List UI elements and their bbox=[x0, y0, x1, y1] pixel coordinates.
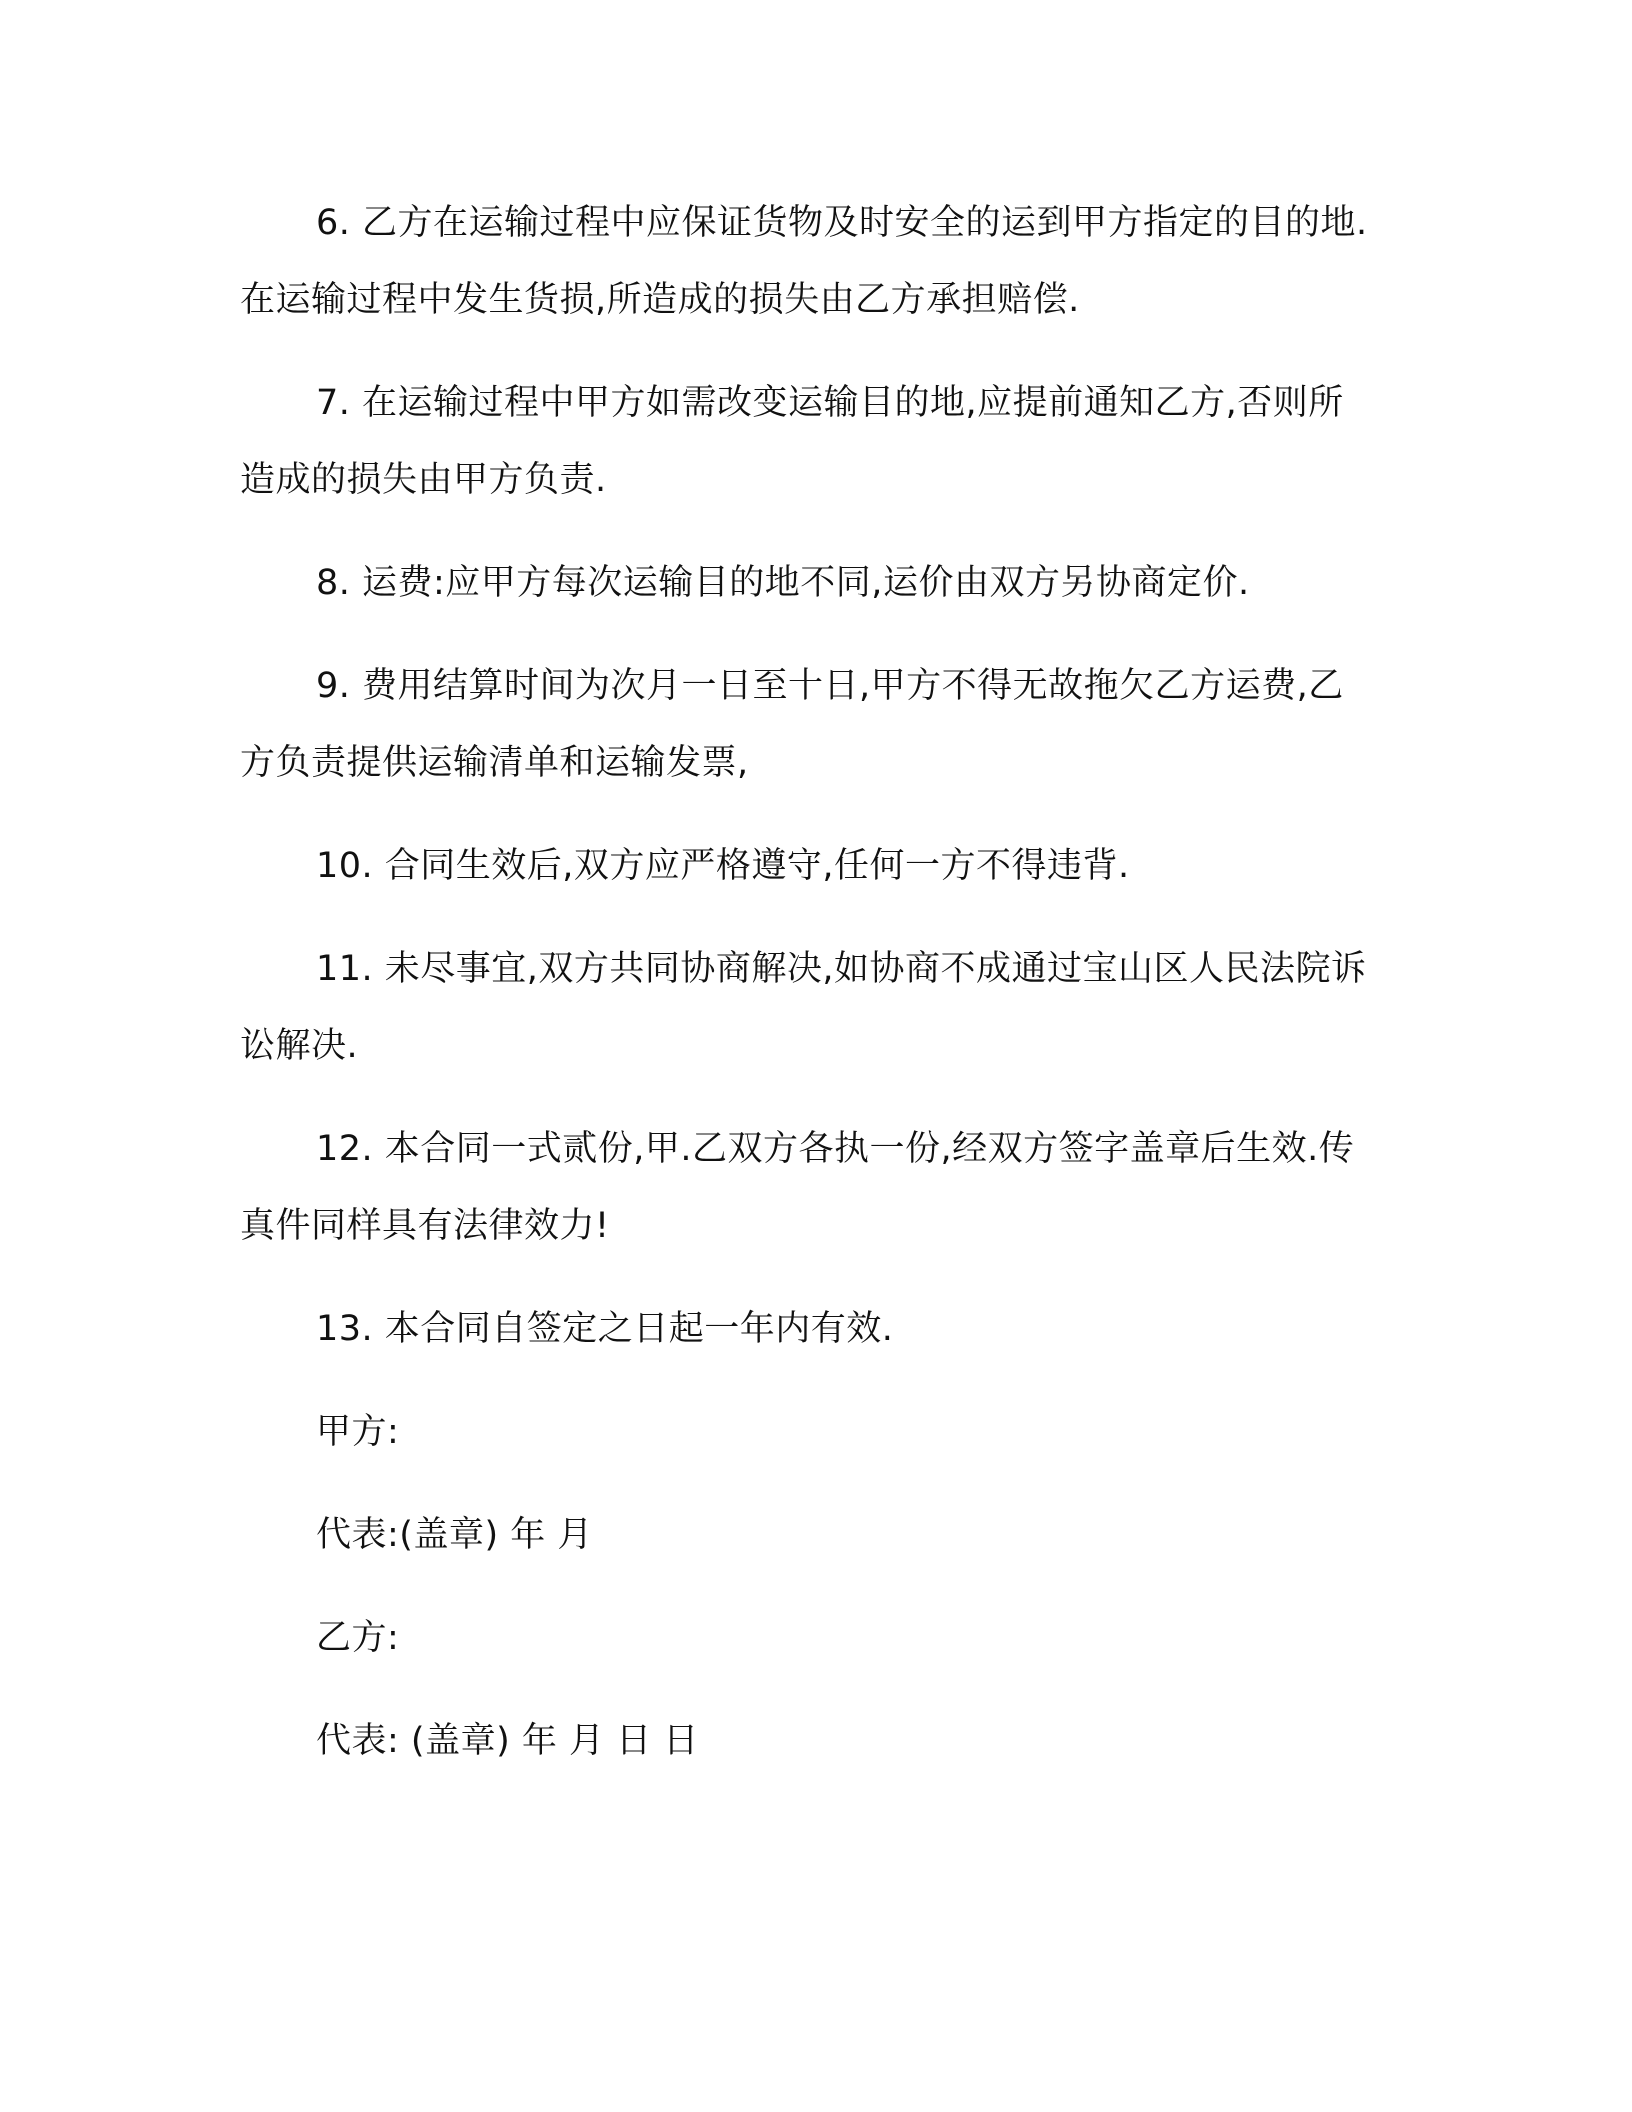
party-a-label: 甲方: bbox=[316, 1412, 400, 1452]
clause-7: 7. 在运输过程中甲方如需改变运输目的地,应提前通知乙方,否则所造成的损失由甲方负责. bbox=[240, 383, 1344, 500]
party-b-label: 乙方: bbox=[316, 1618, 400, 1658]
party-b-representative: 代表: (盖章) 年 月 日 日 bbox=[316, 1721, 699, 1761]
clause-13: 13. 本合同自签定之日起一年内有效. bbox=[316, 1309, 894, 1349]
clause-10: 10. 合同生效后,双方应严格遵守,任何一方不得违背. bbox=[316, 846, 1130, 886]
party-a-representative: 代表:(盖章) 年 月 bbox=[316, 1515, 593, 1555]
clause-11: 11. 未尽事宜,双方共同协商解决,如协商不成通过宝山区人民法院诉讼解决. bbox=[240, 949, 1367, 1066]
clause-8: 8. 运费:应甲方每次运输目的地不同,运价由双方另协商定价. bbox=[316, 563, 1250, 603]
contract-body bbox=[240, 185, 1375, 1806]
clause-9: 9. 费用结算时间为次月一日至十日,甲方不得无故拖欠乙方运费,乙方负责提供运输清单和运输发票, bbox=[240, 666, 1344, 783]
clause-12: 12. 本合同一式贰份,甲.乙双方各执一份,经双方签字盖章后生效.传真件同样具有法律效力! bbox=[240, 1129, 1355, 1246]
clause-6: 6. 乙方在运输过程中应保证货物及时安全的运到甲方指定的目的地.在运输过程中发生货损,所造成的损失由乙方承担赔偿. bbox=[240, 203, 1368, 320]
